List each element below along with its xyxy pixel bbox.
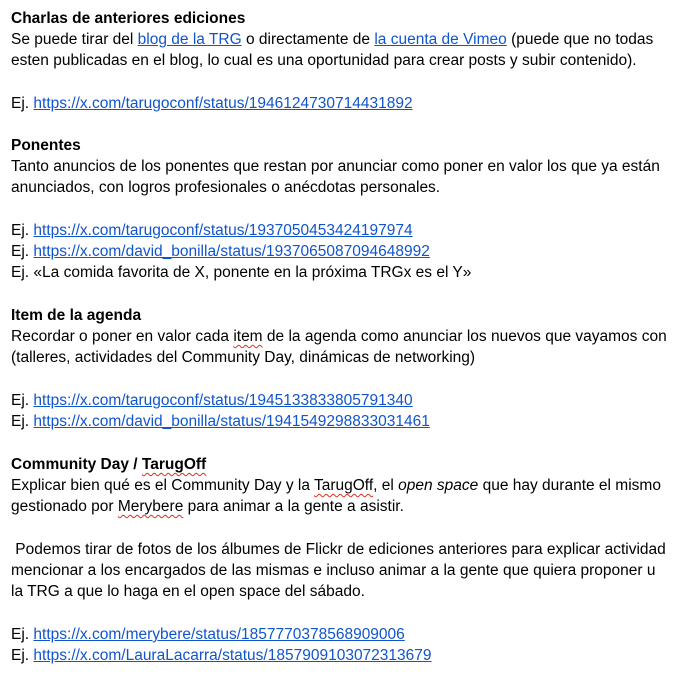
paragraph-ponentes-line2: anunciados, con logros profesionales o anécdotas personales. [11, 179, 441, 196]
example-label: Ej. [11, 243, 34, 260]
example-line [11, 624, 405, 645]
text: que hay durante el mismo [478, 477, 661, 494]
paragraph-community-line3: Podemos tirar de fotos de los álbumes de Flickr de ediciones anteriores para explicar actividad [11, 541, 666, 558]
text: Community Day / [11, 456, 142, 473]
text: (puede que no todas [506, 31, 654, 48]
text: gestionado por [11, 498, 118, 515]
link-blog-trg[interactable]: blog de la TRG [137, 31, 242, 48]
italic-text: open space [398, 477, 479, 494]
example-line [11, 411, 430, 432]
paragraph-community-line2 [11, 496, 404, 517]
example-link[interactable]: https://x.com/david_bonilla/status/1941549298833031461 [33, 413, 430, 430]
paragraph-ponentes-line1: Tanto anuncios de los ponentes que restan por anunciar como poner en valor los que ya están [11, 158, 660, 175]
paragraph-agenda-line2: (talleres, actividades del Community Day, dinámicas de networking) [11, 349, 476, 366]
example-line [11, 241, 430, 262]
example-label: Ej. [11, 647, 34, 664]
paragraph-community-line1 [11, 475, 661, 496]
paragraph-community-line5: la TRG a que lo haga en el open space del sábado. [11, 583, 365, 600]
example-link[interactable]: https://x.com/tarugoconf/status/1945133833805791340 [33, 392, 413, 409]
section-heading-community-day [11, 454, 206, 475]
example-line [11, 93, 413, 114]
example-label: Ej. [11, 626, 34, 643]
example-label: Ej. [11, 264, 34, 281]
section-heading-charlas: Charlas de anteriores ediciones [11, 10, 246, 27]
example-line [11, 262, 471, 283]
example-link[interactable]: https://x.com/david_bonilla/status/1937065087094648992 [33, 243, 430, 260]
example-line [11, 390, 413, 411]
text: o directamente de [241, 31, 375, 48]
text: , el [373, 477, 399, 494]
example-line [11, 220, 413, 241]
example-link[interactable]: https://x.com/LauraLacarra/status/1857909103072313679 [33, 647, 432, 664]
example-link[interactable]: https://x.com/tarugoconf/status/1946124730714431892 [33, 95, 413, 112]
example-label: Ej. [11, 222, 34, 239]
spellcheck-word: item [233, 328, 263, 345]
example-link[interactable]: https://x.com/merybere/status/1857770378568909006 [33, 626, 405, 643]
paragraph-charlas-line2: esten publicadas en el blog, lo cual es una oportunidad para crear posts y subir contenido). [11, 52, 637, 69]
example-text: «La comida favorita de X, ponente en la próxima TRGx es el Y» [33, 264, 472, 281]
example-line [11, 645, 432, 666]
spellcheck-word: Merybere [117, 498, 184, 515]
spellcheck-word: TarugOff [313, 477, 374, 494]
example-label: Ej. [11, 95, 34, 112]
text: de la agenda como anunciar los nuevos que vayamos con [262, 328, 667, 345]
paragraph-charlas-line1 [11, 29, 653, 50]
example-label: Ej. [11, 392, 34, 409]
section-heading-agenda: Item de la agenda [11, 307, 142, 324]
paragraph-agenda-line1 [11, 326, 667, 347]
text: Se puede tirar del [11, 31, 138, 48]
paragraph-community-line4: mencionar a los encargados de las mismas e incluso animar a la gente que quiera proponer u [11, 562, 656, 579]
example-link[interactable]: https://x.com/tarugoconf/status/1937050453424197974 [33, 222, 413, 239]
example-label: Ej. [11, 413, 34, 430]
section-heading-ponentes: Ponentes [11, 137, 81, 154]
text: Recordar o poner en valor cada [11, 328, 234, 345]
spellcheck-word: TarugOff [141, 456, 207, 473]
text: para animar a la gente a asistir. [183, 498, 404, 515]
text: Explicar bien qué es el Community Day y la [11, 477, 314, 494]
link-cuenta-vimeo[interactable]: la cuenta de Vimeo [374, 31, 507, 48]
